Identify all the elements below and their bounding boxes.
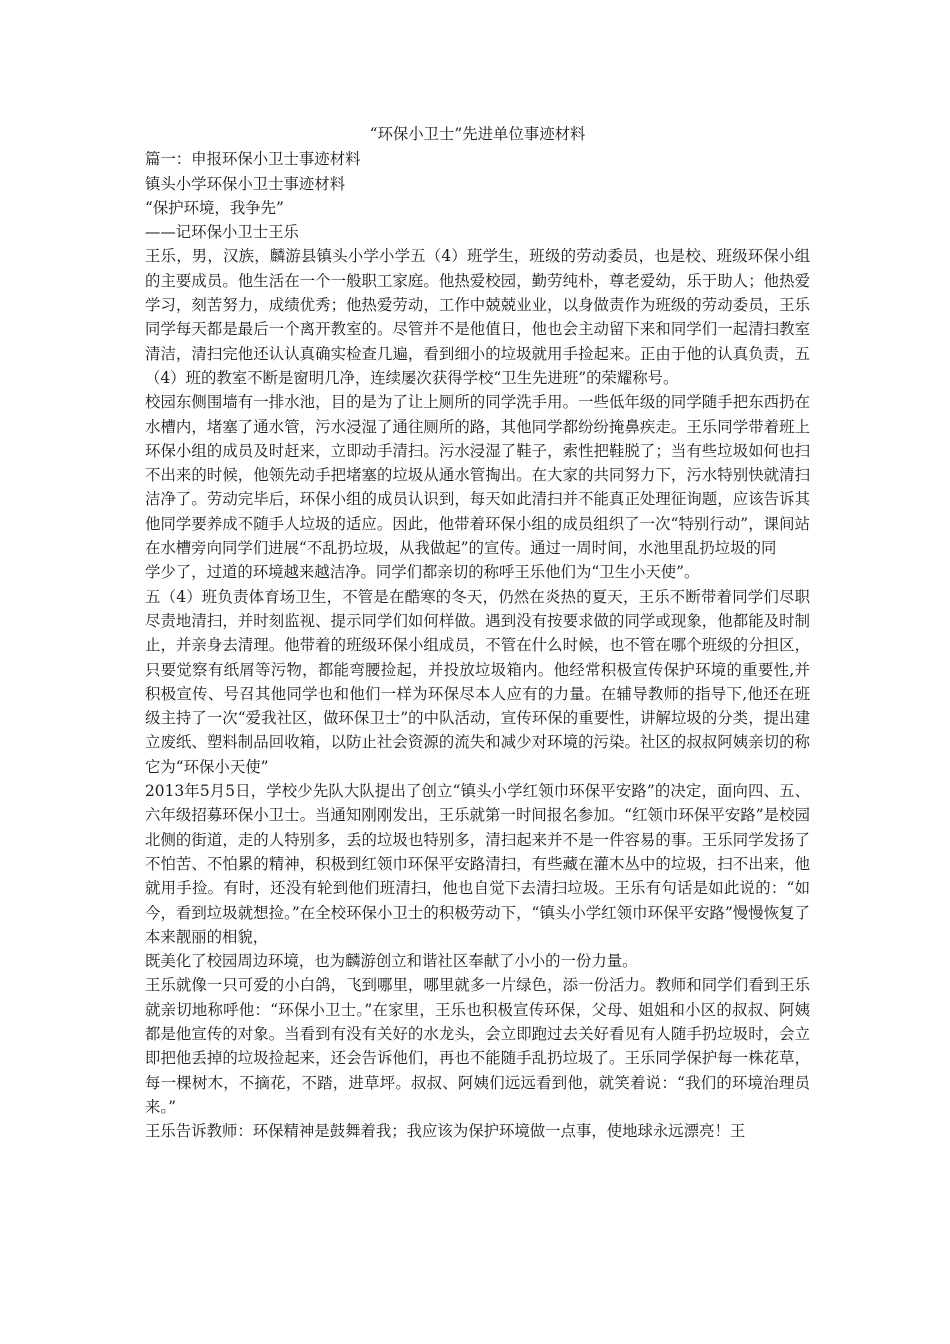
slogan-heading: “保护环境，我争先” (145, 198, 284, 217)
document-title: “环保小卫士”先进单位事迹材料 (369, 125, 586, 143)
byline: ——记环保小卫士王乐 (145, 223, 299, 242)
document-body (145, 122, 810, 1143)
section-heading: 篇一：申报环保小卫士事迹材料 (145, 150, 361, 169)
paragraph-continuation: 学少了，过道的环境越来越洁净。同学们都亲切的称呼王乐他们为“卫生小天使”。 (145, 563, 700, 582)
paragraph: 王乐就像一只可爱的小白鸽，飞到哪里，哪里就多一片绿色，添一份活力。教师和同学们看到王乐就亲切地称呼他：“环保小卫士。”在家里，王乐也积极宣传环保，父母、姐姐和小区的叔叔、阿姨都是他宣传的对象。当看到有没有关好的水龙头，会立即跑过去关好看见有人随手扔垃圾时，会立即把他丢掉的垃圾捡起来，还会告诉他们，再也不能随手乱扔垃圾了。王乐同学保护每一株花草，每一棵树木，不摘花，不踏，进草坪。叔叔、阿姨们远远看到他，就笑着说：“我们的环境治理员来。” (145, 976, 810, 1116)
paragraph: 王乐告诉教师：环保精神是鼓舞着我；我应该为保护环境做一点事，使地球永远漂亮！王 (145, 1122, 746, 1141)
paragraph-continuation: 既美化了校园周边环境，也为麟游创立和谐社区奉献了小小的一份力量。 (145, 952, 638, 971)
paragraph: 王乐，男，汉族，麟游县镇头小学小学五（4）班学生，班级的劳动委员，也是校、班级环保小组的主要成员。他生活在一个一般职工家庭。他热爱校园，勤劳纯朴，尊老爱幼，乐于助人；他热爱学习，刻苦努力，成绩优秀；他热爱劳动，工作中兢兢业业，以身做责作为班级的劳动委员，王乐同学每天都是最后一个离开教室的。尽管并不是他值日，他也会主动留下来和同学们一起清扫教室清洁，清扫完他还认认真确实检查几遍，看到细小的垃圾就用手捡起来。正由于他的认真负责，五（4）班的教室不断是窗明几净，连续屡次获得学校“卫生先进班”的荣耀称号。 (145, 247, 810, 387)
paragraph: 2013年5月5日，学校少先队大队提出了创立“镇头小学红领巾环保平安路”的决定，面向四、五、六年级招募环保小卫士。当通知刚刚发出，王乐就第一时间报名参加。“红领巾环保平安路”是校园北侧的街道，走的人特别多，丢的垃圾也特别多，清扫起来并不是一件容易的事。王乐同学发扬了不怕苦、不怕累的精神，积极到红领巾环保平安路清扫，有些藏在灌木丛中的垃圾，扫不出来，他就用手捡。有时，还没有轮到他们班清扫，他也自觉下去清扫垃圾。王乐有句话是如此说的：“如今，看到垃圾就想捡。”在全校环保小卫士的积极劳动下，“镇头小学红领巾环保平安路”慢慢恢复了本来靓丽的相貌， (145, 782, 810, 946)
paragraph: 校园东侧围墙有一排水池，目的是为了让上厕所的同学洗手用。一些低年级的同学随手把东西扔在水槽内，堵塞了通水管，污水浸湿了通往厕所的路，其他同学都纷纷掩鼻疾走。王乐同学带着班上环保小组的成员及时赶来，立即动手清扫。污水浸湿了鞋子，索性把鞋脱了；当有些垃圾如何也扫不出来的时候，他领先动手把堵塞的垃圾从通水管掏出。在大家的共同努力下，污水特别快就清扫洁净了。劳动完毕后，环保小组的成员认识到，每天如此清扫并不能真正处理征询题，应该告诉其他同学要养成不随手人垃圾的适应。因此，他带着环保小组的成员组织了一次“特别行动”，课间站在水槽旁向同学们进展“不乱扔垃圾，从我做起”的宣传。通过一周时间，水池里乱扔垃圾的同 (145, 393, 810, 558)
subheading: 镇头小学环保小卫士事迹材料 (145, 174, 346, 193)
paragraph: 五（4）班负责体育场卫生，不管是在酷寒的冬天，仍然在炎热的夏天，王乐不断带着同学们尽职尽责地清扫，并时刻监视、提示同学们如何样做。遇到没有按要求做的同学或现象，他都能及时制止，并亲身去清理。他带着的班级环保小组成员，不管在什么时候，也不管在哪个班级的分担区，只要觉察有纸屑等污物，都能弯腰捡起，并投放垃圾箱内。他经常积极宣传保护环境的重要性,并积极宣传、号召其他同学也和他们一样为环保尽本人应有的力量。在辅导教师的指导下,他还在班级主持了一次“爱我社区，做环保卫士”的中队活动，宣传环保的重要性，讲解垃圾的分类，提出建立废纸、塑料制品回收箱，以防止社会资源的流失和减少对环境的污染。社区的叔叔阿姨亲切的称它为“环保小天使” (145, 587, 810, 776)
